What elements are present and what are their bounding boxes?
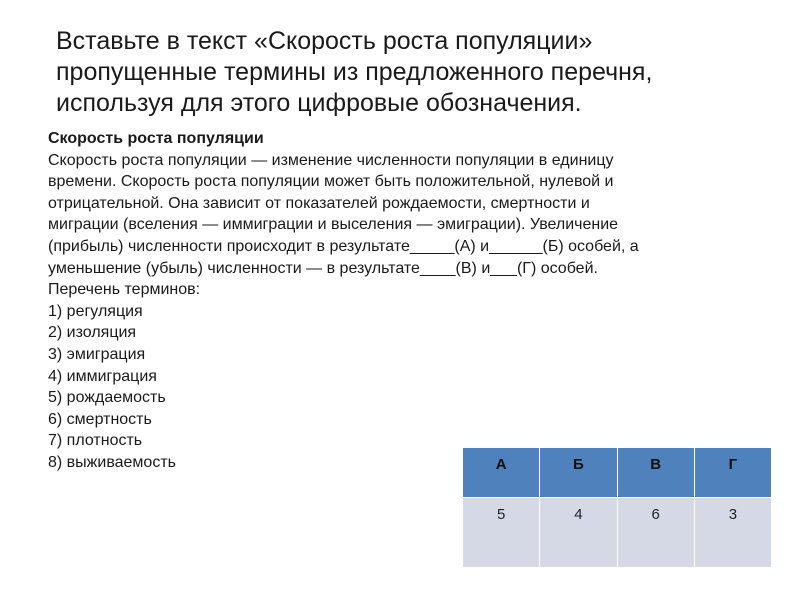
term-item: 1) регуляция — [48, 302, 143, 320]
answer-table-values-row — [463, 498, 772, 568]
answer-header-b: Б — [540, 448, 617, 498]
task-title-line-3: используя для этого цифровые обозначения. — [56, 89, 582, 117]
term-item: 2) изоляция — [48, 324, 137, 342]
answer-value-b: 4 — [540, 498, 617, 568]
text-body-line-5: (прибыль) численности происходит в результате_____(А) и______(Б) особей, а — [48, 237, 639, 255]
text-body-line-1: Скорость роста популяции — изменение численности популяции в единицу — [48, 151, 614, 169]
answer-value-v: 6 — [617, 498, 694, 568]
answer-table-header-row — [463, 448, 772, 498]
term-item: 3) эмиграция — [48, 345, 146, 363]
text-body-line-6: уменьшение (убыль) численности — в результате____(В) и___(Г) особей. — [48, 259, 598, 277]
task-title — [56, 26, 776, 119]
answer-table — [462, 447, 772, 568]
answer-value-g: 3 — [694, 498, 771, 568]
answer-header-g: Г — [694, 448, 771, 498]
answer-value-a: 5 — [463, 498, 540, 568]
term-item: 4) иммиграция — [48, 367, 157, 385]
answer-header-a: А — [463, 448, 540, 498]
text-body-line-3: отрицательной. Она зависит от показателей рождаемости, смертности и — [48, 194, 590, 212]
task-text — [48, 128, 768, 474]
term-item: 7) плотность — [48, 432, 143, 450]
term-item: 6) смертность — [48, 410, 152, 428]
term-item: 8) выживаемость — [48, 453, 176, 471]
text-body-line-4: миграции (вселения — иммиграции и выселения — эмиграции). Увеличение — [48, 216, 619, 234]
terms-list-title: Перечень терминов: — [48, 281, 201, 299]
task-title-line-2: пропущенные термины из предложенного перечня, — [56, 58, 653, 86]
term-item: 5) рождаемость — [48, 389, 166, 407]
task-title-line-1: Вставьте в текст «Скорость роста популяции» — [56, 27, 593, 55]
answer-header-v: В — [617, 448, 694, 498]
text-body-line-2: времени. Скорость роста популяции может быть положительной, нулевой и — [48, 173, 614, 191]
text-heading: Скорость роста популяции — [48, 130, 264, 147]
